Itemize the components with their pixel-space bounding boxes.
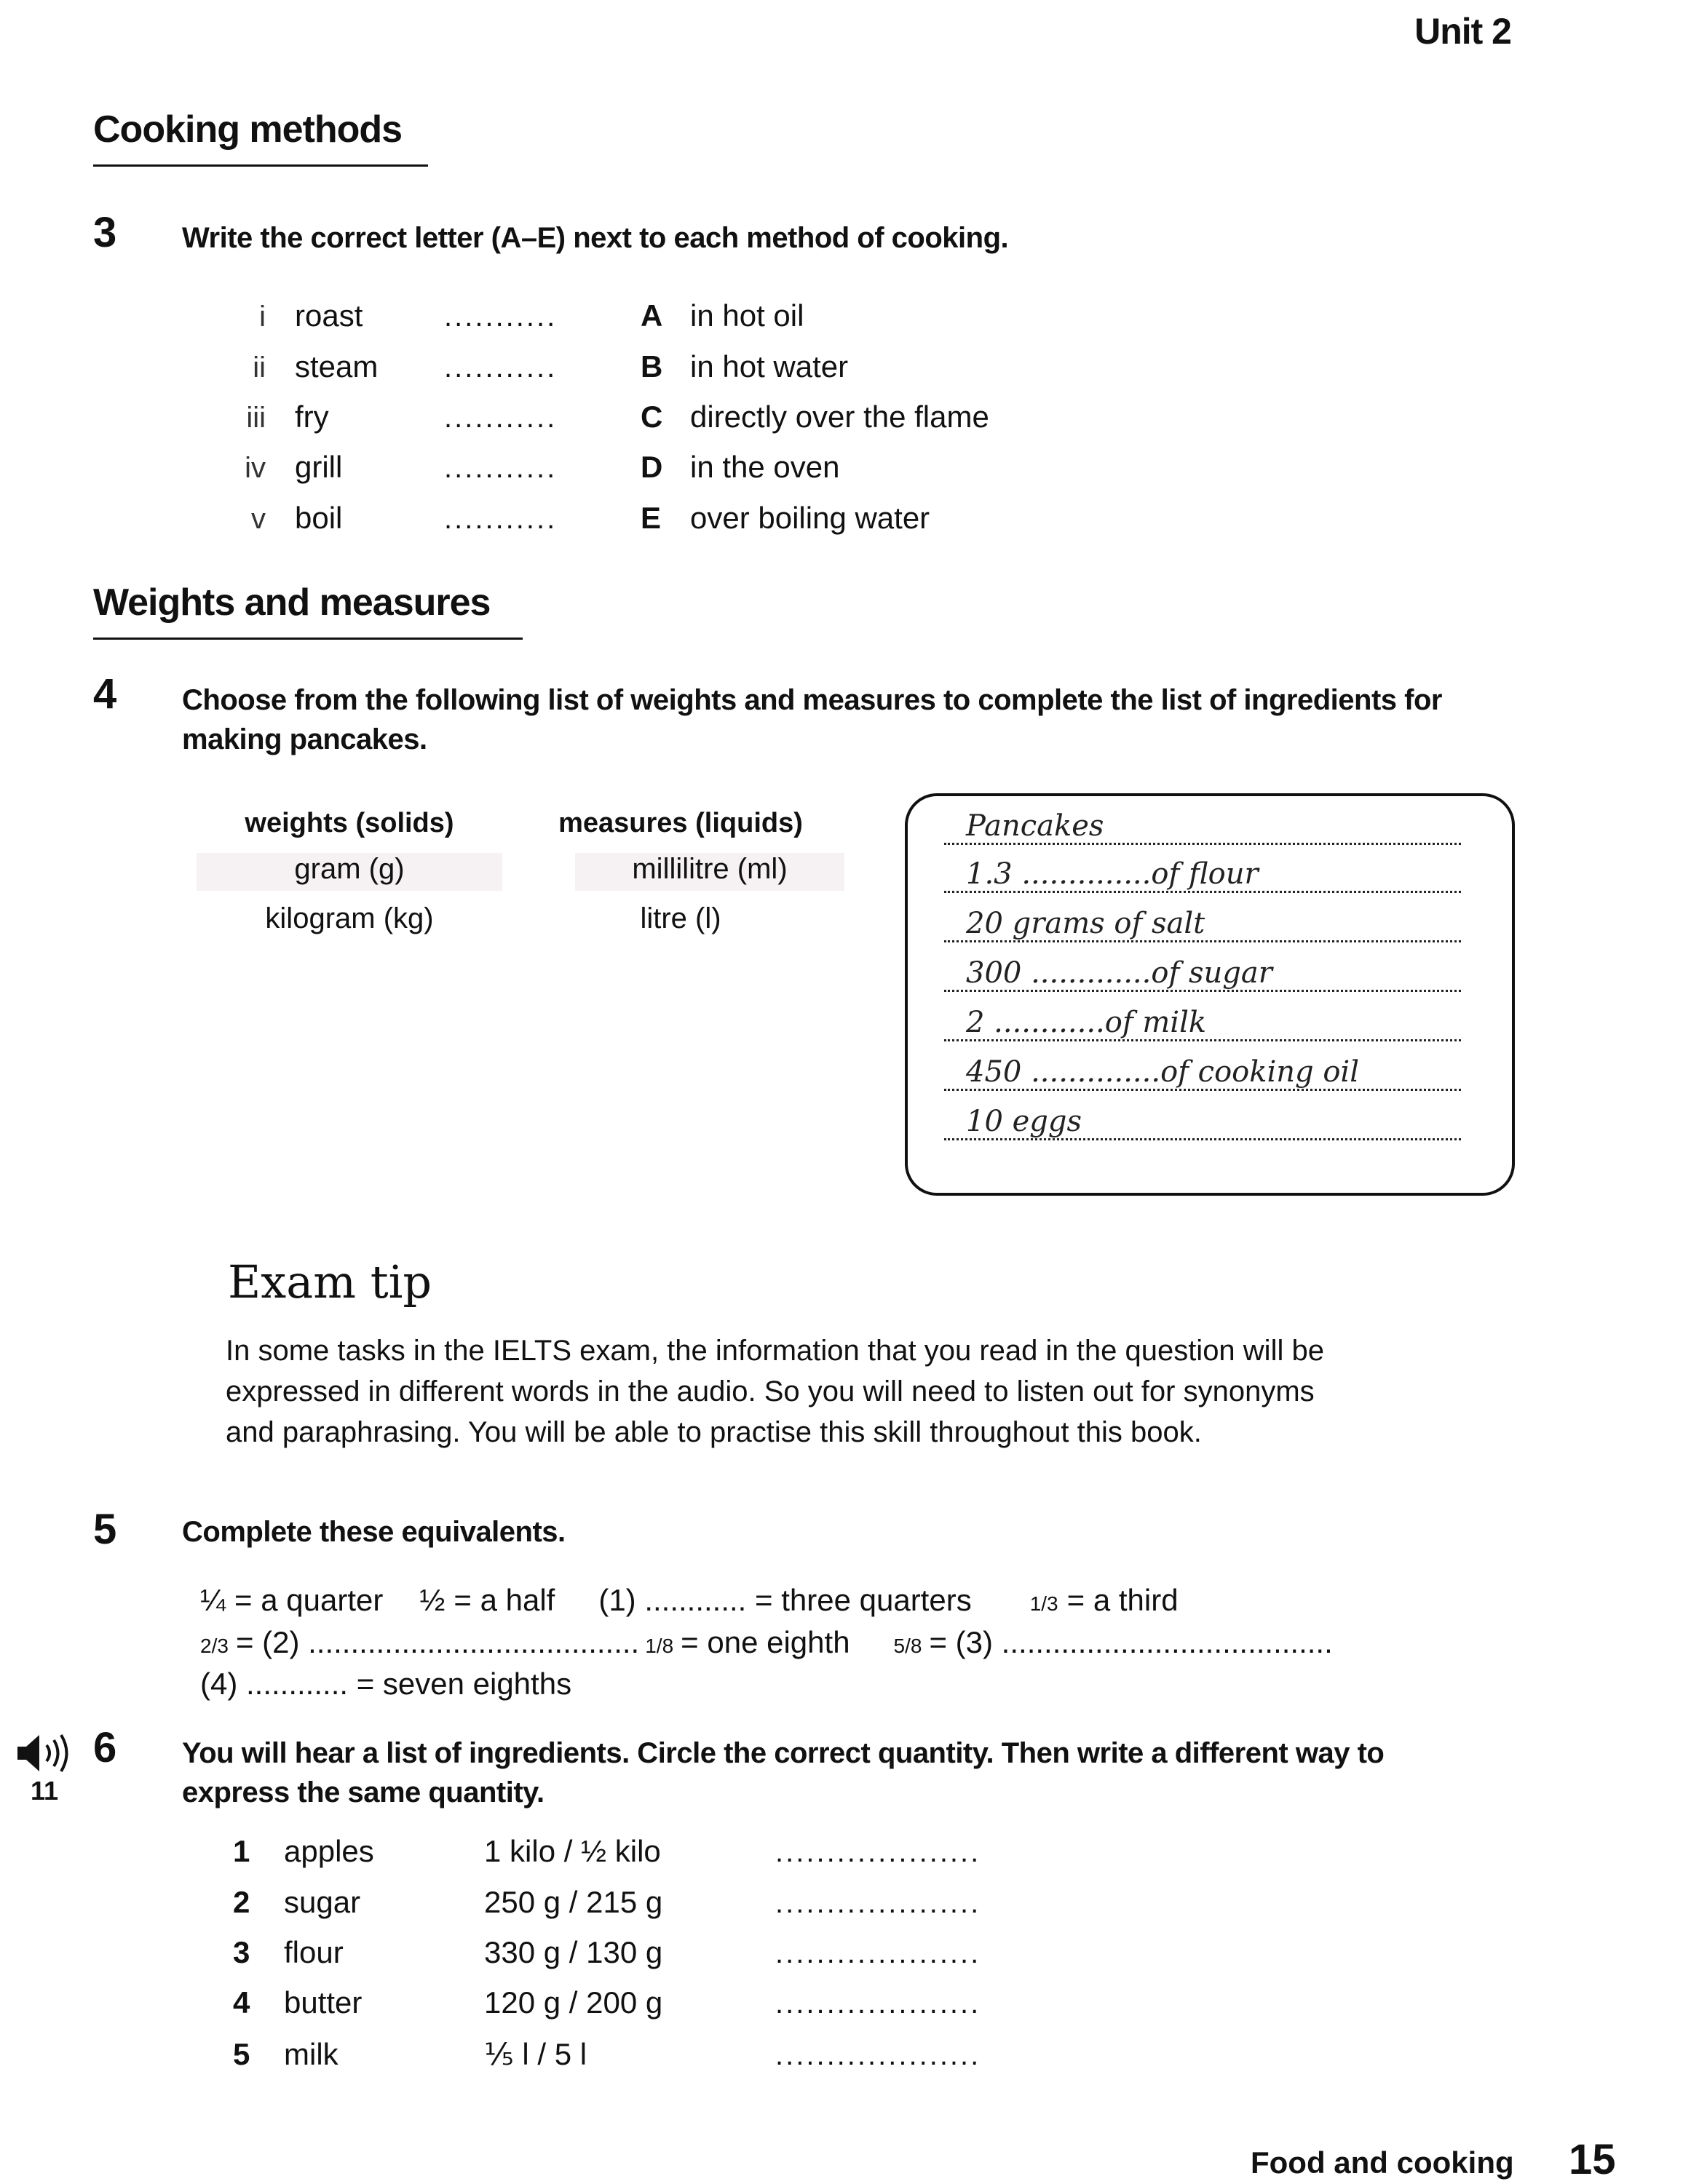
answer-blank[interactable]: .................... bbox=[775, 1937, 981, 1969]
method-numeral: i bbox=[259, 301, 266, 333]
fraction-two-thirds: 2/3 bbox=[200, 1635, 229, 1657]
fraction-eighth: 1/8 bbox=[645, 1635, 674, 1657]
method-row bbox=[222, 298, 557, 333]
option-text: in the oven bbox=[690, 450, 840, 484]
method-answer-blank[interactable]: ........... bbox=[444, 402, 558, 434]
ingredient-number: 4 bbox=[233, 1985, 250, 2020]
eighth-text: = one eighth bbox=[681, 1625, 850, 1659]
method-word: fry bbox=[295, 400, 329, 434]
method-word: boil bbox=[295, 501, 343, 535]
ingredient-row bbox=[233, 1834, 981, 1869]
fraction-half: ½ bbox=[419, 1583, 446, 1617]
method-row bbox=[222, 450, 557, 485]
section-underline bbox=[93, 638, 523, 640]
blank-4[interactable]: (4) ............ = seven eighths bbox=[200, 1667, 572, 1701]
method-answer-blank[interactable]: ........... bbox=[444, 352, 558, 384]
method-row bbox=[222, 400, 557, 434]
weight-item: gram (g) bbox=[197, 853, 502, 891]
recipe-line bbox=[944, 1042, 1461, 1091]
blank-1[interactable]: (1) ............ = three quarters bbox=[598, 1583, 972, 1617]
recipe-line-text: 20 grams of salt bbox=[966, 907, 1205, 940]
third-text: = a third bbox=[1066, 1583, 1179, 1617]
recipe-line-text: 1.3 ..............of flour bbox=[966, 857, 1259, 891]
answer-blank[interactable]: .................... bbox=[775, 2039, 981, 2071]
ingredient-row bbox=[233, 1935, 981, 1970]
option-letter: D bbox=[641, 450, 663, 484]
method-answer-blank[interactable]: ........... bbox=[444, 503, 558, 535]
ingredient-row bbox=[233, 1985, 981, 2020]
page-number: 15 bbox=[1569, 2136, 1616, 2183]
option-row bbox=[641, 400, 989, 434]
blank-2[interactable]: = (2) ....................................... bbox=[235, 1625, 640, 1659]
method-numeral: iii bbox=[246, 402, 266, 434]
method-numeral: v bbox=[251, 503, 266, 535]
ingredient-row bbox=[233, 1885, 981, 1920]
method-word: roast bbox=[295, 298, 363, 333]
option-letter: A bbox=[641, 298, 663, 333]
exercise-number-4: 4 bbox=[93, 670, 117, 718]
equivalents-row-3 bbox=[200, 1667, 571, 1701]
recipe-line bbox=[944, 894, 1461, 942]
exercise-number-3: 3 bbox=[93, 209, 117, 256]
exam-tip-line: and paraphrasing. You will be able to practise this skill throughout this book. bbox=[226, 1416, 1202, 1448]
exercise-5-instruction: Complete these equivalents. bbox=[182, 1516, 566, 1548]
column-header-weights: weights (solids) bbox=[245, 808, 454, 838]
audio-track-number: 11 bbox=[31, 1776, 59, 1806]
measure-item: litre (l) bbox=[640, 902, 721, 934]
recipe-line-text: 2 ............of milk bbox=[966, 1006, 1207, 1039]
ingredient-name: butter bbox=[284, 1985, 363, 2020]
ingredient-row bbox=[233, 2036, 981, 2072]
exam-tip-title: Exam tip bbox=[228, 1255, 432, 1309]
recipe-line-text: 10 eggs bbox=[966, 1105, 1082, 1138]
recipe-line bbox=[944, 993, 1461, 1041]
recipe-line bbox=[944, 1092, 1461, 1140]
ingredient-name: milk bbox=[284, 2037, 338, 2071]
exam-tip-body bbox=[226, 1330, 1521, 1453]
half-text: = a half bbox=[454, 1583, 555, 1617]
quantity-options[interactable]: 330 g / 130 g bbox=[484, 1935, 663, 1969]
exercise-number-5: 5 bbox=[93, 1506, 117, 1553]
exercise-number-6: 6 bbox=[93, 1724, 117, 1771]
method-row bbox=[222, 501, 557, 536]
blank-3[interactable]: = (3) ....................................... bbox=[929, 1625, 1333, 1659]
recipe-line bbox=[944, 844, 1461, 893]
answer-blank[interactable]: .................... bbox=[775, 1836, 981, 1868]
option-row bbox=[641, 501, 930, 536]
exercise-3-instruction: Write the correct letter (A–E) next to each method of cooking. bbox=[182, 222, 1009, 254]
instruction-line: You will hear a list of ingredients. Circle the correct quantity. Then write a different way to bbox=[182, 1737, 1385, 1769]
option-letter: B bbox=[641, 349, 663, 384]
ingredient-number: 5 bbox=[233, 2037, 250, 2071]
option-letter: E bbox=[641, 501, 662, 535]
recipe-title: Pancakes bbox=[966, 809, 1104, 843]
recipe-line bbox=[944, 943, 1461, 992]
pancake-recipe-card bbox=[905, 793, 1515, 1196]
section-title-weights-measures: Weights and measures bbox=[93, 581, 491, 624]
ingredient-number: 2 bbox=[233, 1885, 250, 1919]
quantity-options[interactable]: ⅕ l / 5 l bbox=[484, 2037, 587, 2071]
unit-label: Unit 2 bbox=[1414, 11, 1511, 52]
quantity-options[interactable]: 250 g / 215 g bbox=[484, 1885, 663, 1919]
exam-tip-line: In some tasks in the IELTS exam, the information that you read in the question will be bbox=[226, 1335, 1324, 1367]
quantity-options[interactable]: 120 g / 200 g bbox=[484, 1985, 663, 2020]
option-letter: C bbox=[641, 400, 663, 434]
option-row bbox=[641, 349, 848, 384]
option-text: in hot water bbox=[690, 349, 849, 384]
method-numeral: iv bbox=[245, 452, 266, 484]
fraction-quarter: ¼ bbox=[200, 1583, 226, 1617]
method-row bbox=[222, 349, 557, 384]
column-header-measures: measures (liquids) bbox=[558, 808, 803, 838]
section-title-cooking-methods: Cooking methods bbox=[93, 108, 403, 151]
measure-item: millilitre (ml) bbox=[575, 853, 844, 891]
recipe-title-line bbox=[944, 796, 1461, 845]
method-numeral: ii bbox=[253, 352, 266, 384]
option-text: over boiling water bbox=[690, 501, 930, 535]
quarter-text: = a quarter bbox=[234, 1583, 384, 1617]
method-word: grill bbox=[295, 450, 343, 484]
recipe-line-text: 300 .............of sugar bbox=[966, 956, 1272, 990]
ingredient-name: sugar bbox=[284, 1885, 361, 1919]
equivalents-row-1 bbox=[200, 1583, 1179, 1618]
audio-speaker-icon[interactable] bbox=[16, 1731, 76, 1779]
method-answer-blank[interactable]: ........... bbox=[444, 301, 558, 333]
ingredient-name: apples bbox=[284, 1834, 374, 1868]
method-word: steam bbox=[295, 349, 379, 384]
ingredient-number: 3 bbox=[233, 1935, 250, 1969]
fraction-third: 1/3 bbox=[1029, 1592, 1058, 1615]
option-row bbox=[641, 450, 840, 485]
option-text: in hot oil bbox=[690, 298, 804, 333]
option-row bbox=[641, 298, 804, 333]
quantity-options[interactable]: 1 kilo / ½ kilo bbox=[484, 1834, 661, 1868]
ingredient-number: 1 bbox=[233, 1834, 250, 1868]
exam-tip-line: expressed in different words in the audio. So you will need to listen out for synonyms bbox=[226, 1375, 1315, 1407]
recipe-line-text: 450 ..............of cooking oil bbox=[966, 1055, 1360, 1089]
option-text: directly over the flame bbox=[690, 400, 989, 434]
answer-blank[interactable]: .................... bbox=[775, 1988, 981, 2020]
ingredient-name: flour bbox=[284, 1935, 344, 1969]
instruction-line: express the same quantity. bbox=[182, 1776, 544, 1808]
footer-section-title: Food and cooking bbox=[1251, 2145, 1514, 2180]
fraction-five-eighths: 5/8 bbox=[893, 1635, 922, 1657]
answer-blank[interactable]: .................... bbox=[775, 1887, 981, 1919]
method-answer-blank[interactable]: ........... bbox=[444, 452, 558, 484]
equivalents-row-2 bbox=[200, 1625, 1333, 1660]
exercise-4-instruction: Choose from the following list of weights and measures to complete the list of ingredients for making pancakes. bbox=[182, 684, 1442, 755]
weight-item: kilogram (kg) bbox=[265, 902, 434, 934]
exercise-6-instruction bbox=[182, 1734, 1384, 1812]
section-underline bbox=[93, 164, 428, 167]
